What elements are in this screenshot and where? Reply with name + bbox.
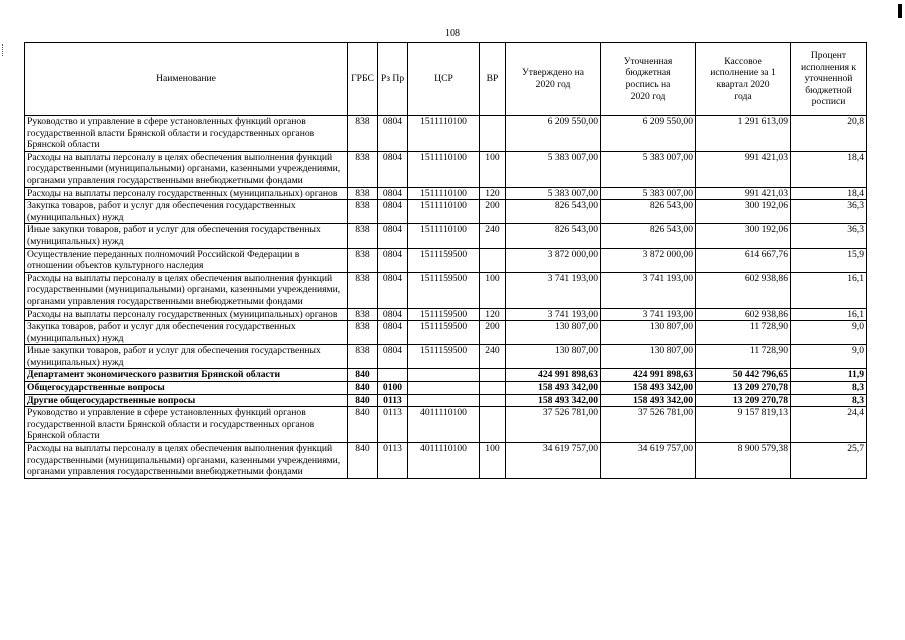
cell-csr: 1511159500 bbox=[408, 345, 480, 369]
cell-rzpr: 0804 bbox=[378, 224, 408, 248]
cell-refined: 826 543,00 bbox=[601, 224, 696, 248]
header-percent: Процент исполнения к уточненной бюджетной росписи bbox=[791, 43, 867, 116]
table-row bbox=[25, 407, 867, 443]
cell-rzpr bbox=[378, 369, 408, 382]
table-body bbox=[25, 116, 867, 479]
table-row bbox=[25, 224, 867, 248]
cell-csr: 1511110100 bbox=[408, 151, 480, 187]
cell-refined: 3 741 193,00 bbox=[601, 272, 696, 308]
cell-rzpr: 0113 bbox=[378, 443, 408, 479]
cell-cash: 991 421,03 bbox=[696, 187, 791, 200]
cell-name: Иные закупки товаров, работ и услуг для обеспечения государственных (муниципальных) нужд bbox=[25, 224, 348, 248]
cell-name: Закупка товаров, работ и услуг для обеспечения государственных (муниципальных) нужд bbox=[25, 200, 348, 224]
cell-percent: 8,3 bbox=[791, 394, 867, 407]
cell-name: Осуществление переданных полномочий Российской Федерации в отношении объектов культурного наследия bbox=[25, 248, 348, 272]
cell-percent: 16,1 bbox=[791, 308, 867, 321]
cell-grbs: 838 bbox=[348, 321, 378, 345]
cell-vr bbox=[480, 248, 506, 272]
cell-grbs: 838 bbox=[348, 224, 378, 248]
cell-name: Другие общегосударственные вопросы bbox=[25, 394, 348, 407]
cell-cash: 614 667,76 bbox=[696, 248, 791, 272]
header-name: Наименование bbox=[25, 43, 348, 116]
cell-csr: 1511110100 bbox=[408, 200, 480, 224]
table-row bbox=[25, 200, 867, 224]
cell-grbs: 840 bbox=[348, 407, 378, 443]
table-row bbox=[25, 321, 867, 345]
cell-grbs: 838 bbox=[348, 345, 378, 369]
cell-refined: 158 493 342,00 bbox=[601, 394, 696, 407]
cell-cash: 991 421,03 bbox=[696, 151, 791, 187]
cell-percent: 36,3 bbox=[791, 224, 867, 248]
cell-csr: 1511159500 bbox=[408, 272, 480, 308]
cell-grbs: 838 bbox=[348, 272, 378, 308]
table-row bbox=[25, 187, 867, 200]
cell-rzpr: 0100 bbox=[378, 382, 408, 395]
cell-refined: 3 872 000,00 bbox=[601, 248, 696, 272]
cell-percent: 24,4 bbox=[791, 407, 867, 443]
cell-approved: 5 383 007,00 bbox=[506, 151, 601, 187]
cell-cash: 602 938,86 bbox=[696, 308, 791, 321]
cell-cash: 11 728,90 bbox=[696, 321, 791, 345]
cell-approved: 6 209 550,00 bbox=[506, 116, 601, 152]
cell-percent: 18,4 bbox=[791, 151, 867, 187]
cell-refined: 37 526 781,00 bbox=[601, 407, 696, 443]
cell-cash: 9 157 819,13 bbox=[696, 407, 791, 443]
cell-name: Департамент экономического развития Брянской области bbox=[25, 369, 348, 382]
cell-rzpr: 0804 bbox=[378, 321, 408, 345]
cell-rzpr: 0113 bbox=[378, 407, 408, 443]
cell-rzpr: 0804 bbox=[378, 116, 408, 152]
cell-cash: 1 291 613,09 bbox=[696, 116, 791, 152]
cell-percent: 9,0 bbox=[791, 321, 867, 345]
cell-approved: 158 493 342,00 bbox=[506, 394, 601, 407]
table-row bbox=[25, 382, 867, 395]
budget-table bbox=[24, 42, 867, 479]
cell-name: Расходы на выплаты персоналу государственных (муниципальных) органов bbox=[25, 187, 348, 200]
cell-rzpr: 0804 bbox=[378, 308, 408, 321]
cell-percent: 15,9 bbox=[791, 248, 867, 272]
cell-vr: 240 bbox=[480, 224, 506, 248]
table-row bbox=[25, 443, 867, 479]
cell-name: Руководство и управление в сфере установленных функций органов государственной власти Брянской области и государственных органов Брянской области bbox=[25, 116, 348, 152]
cell-cash: 300 192,06 bbox=[696, 224, 791, 248]
cell-approved: 826 543,00 bbox=[506, 224, 601, 248]
cell-rzpr: 0804 bbox=[378, 200, 408, 224]
cell-percent: 16,1 bbox=[791, 272, 867, 308]
cell-grbs: 840 bbox=[348, 382, 378, 395]
cell-csr bbox=[408, 369, 480, 382]
cell-refined: 424 991 898,63 bbox=[601, 369, 696, 382]
table-header-row bbox=[25, 43, 867, 116]
cell-vr: 120 bbox=[480, 308, 506, 321]
cell-rzpr: 0113 bbox=[378, 394, 408, 407]
cell-grbs: 838 bbox=[348, 116, 378, 152]
cell-rzpr: 0804 bbox=[378, 248, 408, 272]
cell-grbs: 838 bbox=[348, 187, 378, 200]
cell-csr: 1511159500 bbox=[408, 308, 480, 321]
cell-cash: 8 900 579,38 bbox=[696, 443, 791, 479]
cell-refined: 6 209 550,00 bbox=[601, 116, 696, 152]
cell-refined: 34 619 757,00 bbox=[601, 443, 696, 479]
scan-edge-mark bbox=[898, 4, 902, 18]
cell-vr: 120 bbox=[480, 187, 506, 200]
cell-csr: 4011110100 bbox=[408, 443, 480, 479]
table-row bbox=[25, 394, 867, 407]
cell-grbs: 838 bbox=[348, 308, 378, 321]
header-vr: ВР bbox=[480, 43, 506, 116]
cell-csr: 1511110100 bbox=[408, 187, 480, 200]
table-row bbox=[25, 272, 867, 308]
cell-vr: 100 bbox=[480, 443, 506, 479]
cell-percent: 20,8 bbox=[791, 116, 867, 152]
header-rzpr: Рз Пр bbox=[378, 43, 408, 116]
table-row bbox=[25, 116, 867, 152]
cell-percent: 25,7 bbox=[791, 443, 867, 479]
cell-approved: 158 493 342,00 bbox=[506, 382, 601, 395]
cell-vr bbox=[480, 407, 506, 443]
cell-approved: 37 526 781,00 bbox=[506, 407, 601, 443]
cell-csr: 4011110100 bbox=[408, 407, 480, 443]
cell-csr bbox=[408, 394, 480, 407]
cell-csr: 1511159500 bbox=[408, 321, 480, 345]
cell-name: Иные закупки товаров, работ и услуг для обеспечения государственных (муниципальных) нужд bbox=[25, 345, 348, 369]
cell-grbs: 840 bbox=[348, 369, 378, 382]
cell-name: Расходы на выплаты персоналу в целях обеспечения выполнения функций государственными (муниципальными) органами, казенными учреждениями, органами управления государственными внебюджетными фондами bbox=[25, 272, 348, 308]
cell-csr bbox=[408, 382, 480, 395]
cell-grbs: 840 bbox=[348, 443, 378, 479]
cell-approved: 5 383 007,00 bbox=[506, 187, 601, 200]
cell-name: Руководство и управление в сфере установленных функций органов государственной власти Брянской области и государственных органов Брянской области bbox=[25, 407, 348, 443]
cell-cash: 50 442 796,65 bbox=[696, 369, 791, 382]
table-row bbox=[25, 248, 867, 272]
cell-percent: 11,9 bbox=[791, 369, 867, 382]
cell-rzpr: 0804 bbox=[378, 187, 408, 200]
cell-approved: 424 991 898,63 bbox=[506, 369, 601, 382]
cell-name: Общегосударственные вопросы bbox=[25, 382, 348, 395]
cell-grbs: 838 bbox=[348, 151, 378, 187]
table-row bbox=[25, 345, 867, 369]
cell-name: Закупка товаров, работ и услуг для обеспечения государственных (муниципальных) нужд bbox=[25, 321, 348, 345]
cell-grbs: 838 bbox=[348, 248, 378, 272]
cell-approved: 826 543,00 bbox=[506, 200, 601, 224]
header-approved: Утверждено на 2020 год bbox=[506, 43, 601, 116]
cell-grbs: 838 bbox=[348, 200, 378, 224]
table-row bbox=[25, 151, 867, 187]
page-number: 108 bbox=[445, 28, 460, 39]
cell-cash: 602 938,86 bbox=[696, 272, 791, 308]
cell-percent: 8,3 bbox=[791, 382, 867, 395]
cell-csr: 1511159500 bbox=[408, 248, 480, 272]
cell-refined: 5 383 007,00 bbox=[601, 187, 696, 200]
cell-vr bbox=[480, 394, 506, 407]
cell-percent: 18,4 bbox=[791, 187, 867, 200]
cell-rzpr: 0804 bbox=[378, 272, 408, 308]
cell-grbs: 840 bbox=[348, 394, 378, 407]
table-row bbox=[25, 369, 867, 382]
cell-rzpr: 0804 bbox=[378, 151, 408, 187]
cell-approved: 3 872 000,00 bbox=[506, 248, 601, 272]
table-row bbox=[25, 308, 867, 321]
cell-refined: 130 807,00 bbox=[601, 321, 696, 345]
header-csr: ЦСР bbox=[408, 43, 480, 116]
cell-vr: 100 bbox=[480, 151, 506, 187]
cell-vr: 100 bbox=[480, 272, 506, 308]
cell-vr bbox=[480, 369, 506, 382]
cell-vr bbox=[480, 382, 506, 395]
cell-vr bbox=[480, 116, 506, 152]
cell-vr: 200 bbox=[480, 200, 506, 224]
cell-vr: 200 bbox=[480, 321, 506, 345]
cell-refined: 5 383 007,00 bbox=[601, 151, 696, 187]
cell-refined: 3 741 193,00 bbox=[601, 308, 696, 321]
cell-name: Расходы на выплаты персоналу в целях обеспечения выполнения функций государственными (муниципальными) органами, казенными учреждениями, органами управления государственными внебюджетными фондами bbox=[25, 443, 348, 479]
cell-approved: 3 741 193,00 bbox=[506, 272, 601, 308]
cell-cash: 300 192,06 bbox=[696, 200, 791, 224]
header-grbs: ГРБС bbox=[348, 43, 378, 116]
cell-percent: 36,3 bbox=[791, 200, 867, 224]
cell-rzpr: 0804 bbox=[378, 345, 408, 369]
cell-percent: 9,0 bbox=[791, 345, 867, 369]
header-refined: Уточненная бюджетная роспись на 2020 год bbox=[601, 43, 696, 116]
cell-approved: 130 807,00 bbox=[506, 321, 601, 345]
cell-refined: 158 493 342,00 bbox=[601, 382, 696, 395]
cell-refined: 130 807,00 bbox=[601, 345, 696, 369]
cell-csr: 1511110100 bbox=[408, 224, 480, 248]
cell-cash: 13 209 270,78 bbox=[696, 394, 791, 407]
scan-dot-mark bbox=[2, 44, 4, 56]
cell-vr: 240 bbox=[480, 345, 506, 369]
cell-approved: 130 807,00 bbox=[506, 345, 601, 369]
cell-csr: 1511110100 bbox=[408, 116, 480, 152]
header-cash: Кассовое исполнение за 1 квартал 2020 года bbox=[696, 43, 791, 116]
cell-name: Расходы на выплаты персоналу государственных (муниципальных) органов bbox=[25, 308, 348, 321]
cell-approved: 34 619 757,00 bbox=[506, 443, 601, 479]
cell-approved: 3 741 193,00 bbox=[506, 308, 601, 321]
cell-refined: 826 543,00 bbox=[601, 200, 696, 224]
cell-name: Расходы на выплаты персоналу в целях обеспечения выполнения функций государственными (муниципальными) органами, казенными учреждениями, органами управления государственными внебюджетными фондами bbox=[25, 151, 348, 187]
cell-cash: 13 209 270,78 bbox=[696, 382, 791, 395]
cell-cash: 11 728,90 bbox=[696, 345, 791, 369]
